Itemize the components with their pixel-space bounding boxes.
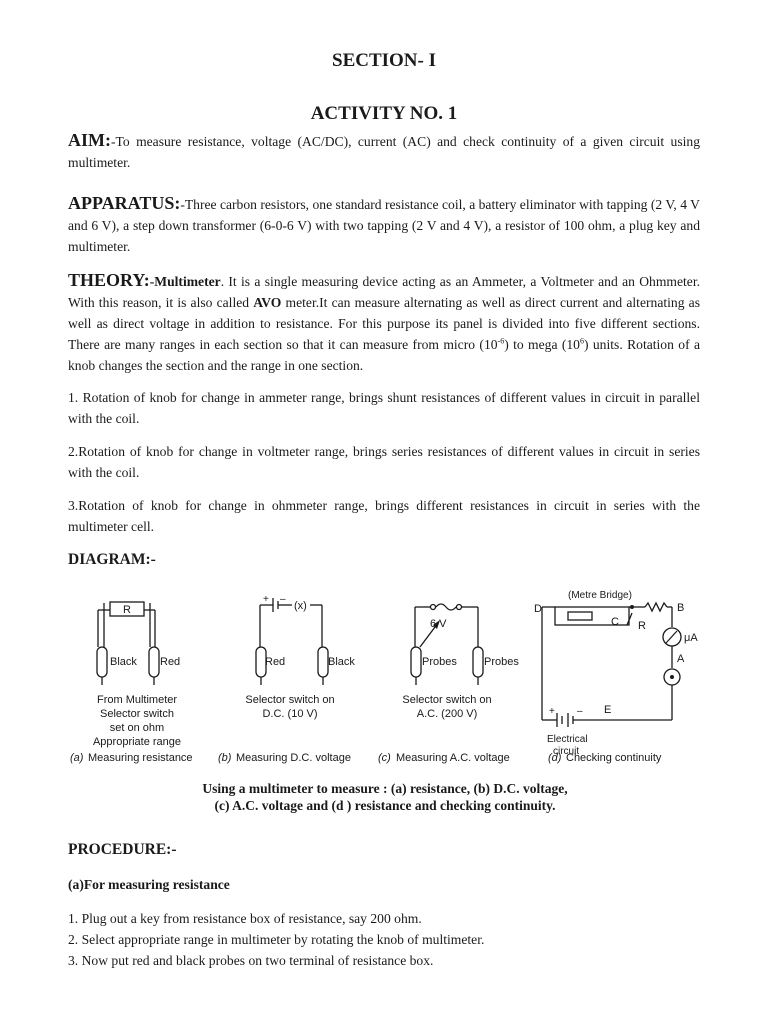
panel-b-drawing	[256, 598, 328, 685]
procedure-step-2: 2. Select appropriate range in multimeter by rotating the knob of multimeter.	[68, 932, 485, 947]
panel-a-probe-right: Red	[160, 656, 181, 668]
point-3: 3.Rotation of knob for change in ohmmeter range, brings different resistances in circuit in series with the multimeter cell.	[68, 498, 700, 534]
panel-a-caption-tag: (a)	[70, 752, 84, 764]
panel-b-probe-right: Black	[328, 656, 355, 668]
panel-d-node-c: C	[611, 616, 619, 628]
panel-c-v-label: 6 V	[430, 618, 447, 630]
apparatus-text: -Three carbon resistors, one standard resistance coil, a battery eliminator with tapping (2 V, 4 V and 6 V), a step down transformer (6-0-6 V) with two tapping (2 V and 4 V), a resistor of 100 ohm, a plug key and multimeter.	[68, 197, 700, 254]
panel-c-probe-left: Probes	[422, 656, 457, 668]
apparatus-label: APPARATUS:	[68, 193, 181, 213]
aim-text: -To measure resistance, voltage (AC/DC), current (AC) and check continuity of a given circuit using multimeter.	[68, 134, 700, 170]
panel-a-probe-left: Black	[110, 656, 137, 668]
panel-d-node-d: D	[534, 603, 542, 615]
apparatus-paragraph	[68, 193, 700, 257]
theory-sup-1: -6	[497, 336, 505, 346]
diagram-caption-line-2: (c) A.C. voltage and (d ) resistance and checking continuity.	[214, 798, 556, 813]
panel-a-desc-4: Appropriate range	[92, 736, 182, 748]
panel-b-plus: +	[263, 594, 269, 605]
panel-d-node-b: B	[677, 602, 685, 614]
theory-text-2: meter.It can measure alternating as well as direct current and alternating as well as direct voltage in addition to resistance. For this purpose its panel is divided into five different sections. There are many ranges in each section so that it can measure from micro (10	[68, 295, 700, 352]
theory-lead: -Multimeter	[149, 274, 221, 289]
panel-d-plus: +	[549, 706, 555, 717]
panel-d-cell-label-1: Electrical	[547, 734, 588, 745]
activity-title: ACTIVITY NO. 1	[310, 103, 458, 124]
panel-d-minus: –	[577, 706, 583, 717]
panel-b-x-label: (x)	[294, 600, 307, 612]
panel-d-node-e: E	[604, 704, 612, 716]
aim-label: AIM:	[68, 130, 111, 150]
theory-paragraph	[68, 270, 700, 376]
procedure-subheading: (a)For measuring resistance	[68, 877, 230, 892]
diagram-heading: DIAGRAM:-	[68, 551, 156, 568]
section-title: SECTION- I	[332, 50, 436, 71]
panel-a-r-label: R	[123, 604, 131, 616]
panel-b-desc-2: D.C. (10 V)	[262, 708, 318, 720]
panel-b-desc-1: Selector switch on	[245, 694, 335, 706]
panel-d-resistor-label: R	[638, 620, 646, 632]
panel-a-caption: Measuring resistance	[88, 752, 193, 764]
panel-c-desc-1: Selector switch on	[402, 694, 492, 706]
panel-d-meter-label: μA	[684, 632, 698, 644]
panel-b-probe-left: Red	[265, 656, 286, 668]
panel-d-cell-label-2: circuit	[553, 746, 580, 757]
panel-c-drawing	[411, 604, 483, 685]
theory-label: THEORY:	[68, 270, 150, 290]
theory-sup-2: 6	[579, 336, 584, 346]
aim-paragraph	[68, 130, 700, 173]
procedure-step-3: 3. Now put red and black probes on two terminal of resistance box.	[68, 953, 434, 968]
panel-d-caption-tag: (d)	[548, 752, 562, 764]
point-1: 1. Rotation of knob for change in ammeter range, brings shunt resistances of different values in circuit in parallel with the coil.	[68, 390, 700, 426]
panel-c-caption: Measuring A.C. voltage	[396, 752, 510, 764]
panel-b-minus: –	[280, 594, 286, 605]
panel-a-desc-3: set on ohm	[109, 722, 165, 734]
panel-d-meter-needle	[666, 631, 677, 643]
panel-c-probe-right: Probes	[484, 656, 519, 668]
panel-d-node-a: A	[677, 653, 685, 665]
theory-text-3: ) to mega (10	[504, 337, 580, 352]
panel-b-caption: Measuring D.C. voltage	[236, 752, 351, 764]
panel-a-desc-2: Selector switch	[100, 708, 174, 720]
procedure-step-1: 1. Plug out a key from resistance box of resistance, say 200 ohm.	[68, 911, 422, 926]
panel-d-jockey-point	[630, 605, 634, 609]
panel-c-desc-2: A.C. (200 V)	[416, 708, 478, 720]
diagram-caption-line-1: Using a multimeter to measure : (a) resistance, (b) D.C. voltage,	[202, 781, 568, 796]
panel-b-caption-tag: (b)	[218, 752, 232, 764]
panel-c-caption-tag: (c)	[378, 752, 391, 764]
procedure-heading: PROCEDURE:-	[68, 841, 177, 858]
theory-text-4: ) units. Rotation of a knob changes the section and the range in one section.	[68, 337, 701, 373]
point-2: 2.Rotation of knob for change in voltmeter range, brings series resistances of different values in circuit in series with the coil.	[68, 444, 700, 480]
panel-d-caption: Checking continuity	[566, 752, 662, 764]
panel-d-continuity-dot	[670, 675, 674, 679]
multimeter-diagram	[60, 585, 710, 825]
panel-d-bridge-label: (Metre Bridge)	[568, 590, 632, 601]
theory-avo: AVO	[253, 295, 282, 310]
theory-text-1: . It is a single measuring device acting as an Ammeter, a Voltmeter and an Ohmmeter. With this reason, it is also called	[68, 274, 700, 310]
panel-a-desc-1: From Multimeter	[96, 694, 178, 706]
